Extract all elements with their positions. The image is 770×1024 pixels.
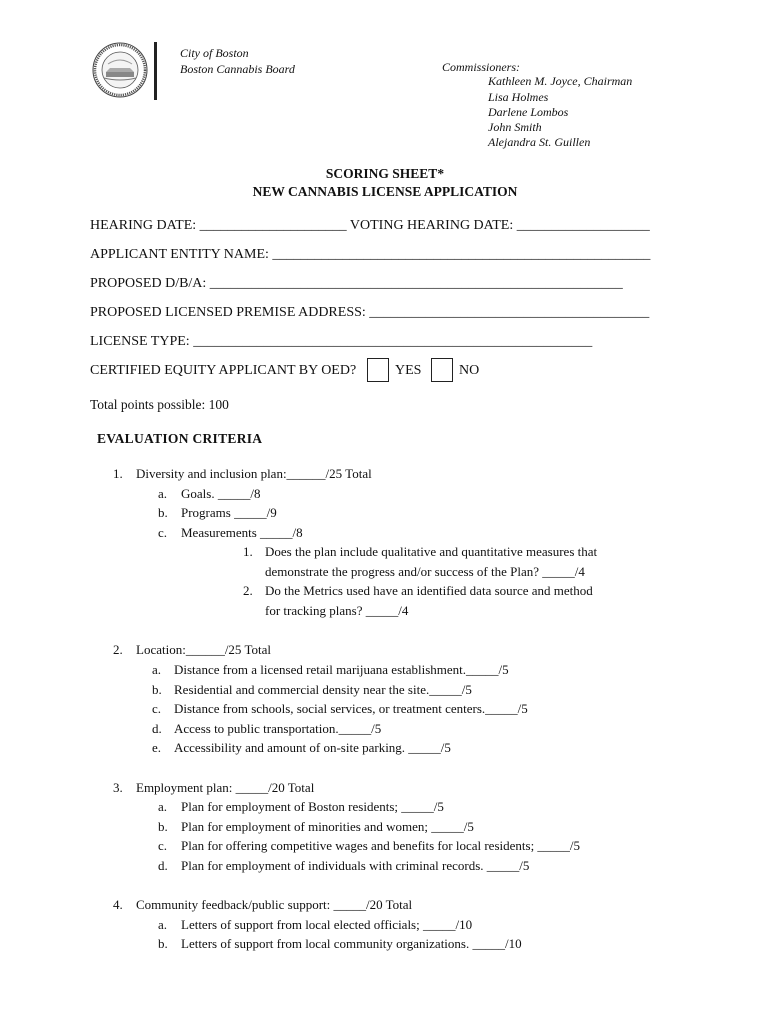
list-item: Programs _____/9 <box>181 505 277 520</box>
item-marker: a. <box>158 486 168 501</box>
section-heading: Community feedback/public support: _____/20 Total <box>136 897 413 912</box>
item-marker: b. <box>158 505 168 520</box>
subitem-continued: for tracking plans? _____/4 <box>265 603 409 618</box>
license-type-field[interactable]: LICENSE TYPE: _________________________________________________________ <box>90 334 593 349</box>
item-marker: b. <box>152 682 162 697</box>
commissioners-label: Commissioners: <box>442 60 521 74</box>
item-marker: c. <box>152 701 162 716</box>
criteria-heading: EVALUATION CRITERIA <box>97 431 263 446</box>
no-checkbox[interactable] <box>431 358 453 382</box>
item-marker: a. <box>152 662 162 677</box>
subitem-marker: 1. <box>243 544 253 559</box>
equity-question: CERTIFIED EQUITY APPLICANT BY OED? <box>90 363 357 378</box>
list-item: Distance from schools, social services, or treatment centers._____/5 <box>174 701 528 716</box>
list-item: Plan for employment of individuals with criminal records. _____/5 <box>181 858 530 873</box>
list-item: Access to public transportation._____/5 <box>174 721 382 736</box>
section-heading: Location:______/25 Total <box>136 642 271 657</box>
section-number: 1. <box>113 466 123 481</box>
commissioner-name: Alejandra St. Guillen <box>488 135 591 149</box>
yes-label: YES <box>395 363 422 378</box>
subitem-continued: demonstrate the progress and/or success of the Plan? _____/4 <box>265 564 585 579</box>
list-item: Measurements _____/8 <box>181 525 303 540</box>
list-item: Goals. _____/8 <box>181 486 261 501</box>
premise-address-field[interactable]: PROPOSED LICENSED PREMISE ADDRESS: ________________________________________ <box>90 305 650 320</box>
list-item: Plan for offering competitive wages and benefits for local residents; _____/5 <box>181 838 581 853</box>
city-seal-icon <box>92 42 148 98</box>
list-item: Accessibility and amount of on-site parking. _____/5 <box>174 740 451 755</box>
applicant-entity-field[interactable]: APPLICANT ENTITY NAME: ______________________________________________________ <box>90 247 651 262</box>
item-marker: c. <box>158 838 168 853</box>
section-number: 3. <box>113 780 123 795</box>
subitem: Does the plan include qualitative and quantitative measures that <box>265 544 598 559</box>
yes-checkbox[interactable] <box>367 358 389 382</box>
item-marker: b. <box>158 819 168 834</box>
list-item: Letters of support from local elected officials; _____/10 <box>181 917 473 932</box>
section-number: 4. <box>113 897 123 912</box>
commissioner-name: Lisa Holmes <box>488 90 549 104</box>
list-item: Letters of support from local community organizations. _____/10 <box>181 936 522 951</box>
item-marker: d. <box>158 858 168 873</box>
list-item: Plan for employment of minorities and women; _____/5 <box>181 819 474 834</box>
section-heading: Employment plan: _____/20 Total <box>136 780 315 795</box>
item-marker: a. <box>158 799 168 814</box>
item-marker: a. <box>158 917 168 932</box>
list-item: Distance from a licensed retail marijuana establishment._____/5 <box>174 662 509 677</box>
item-marker: c. <box>158 525 168 540</box>
board-name: Boston Cannabis Board <box>180 62 295 76</box>
document-subtitle: NEW CANNABIS LICENSE APPLICATION <box>252 184 518 199</box>
list-item: Plan for employment of Boston residents; _____/5 <box>181 799 444 814</box>
total-points: Total points possible: 100 <box>90 397 229 412</box>
subitem: Do the Metrics used have an identified data source and method <box>265 583 593 598</box>
list-item: Residential and commercial density near the site._____/5 <box>174 682 472 697</box>
item-marker: e. <box>152 740 162 755</box>
proposed-dba-field[interactable]: PROPOSED D/B/A: ___________________________________________________________ <box>90 276 623 291</box>
item-marker: b. <box>158 936 168 951</box>
header-divider <box>154 42 157 100</box>
hearing-date-field[interactable]: HEARING DATE: _____________________ VOTING HEARING DATE: ___________________ <box>90 218 650 233</box>
no-label: NO <box>459 363 480 378</box>
section-number: 2. <box>113 642 123 657</box>
org-name: City of Boston <box>180 46 249 60</box>
document-title: SCORING SHEET* <box>325 166 445 181</box>
item-marker: d. <box>152 721 162 736</box>
commissioner-name: Kathleen M. Joyce, Chairman <box>488 74 633 88</box>
commissioner-name: John Smith <box>488 120 542 134</box>
section-heading: Diversity and inclusion plan:______/25 Total <box>136 466 372 481</box>
subitem-marker: 2. <box>243 583 253 598</box>
commissioner-name: Darlene Lombos <box>488 105 569 119</box>
